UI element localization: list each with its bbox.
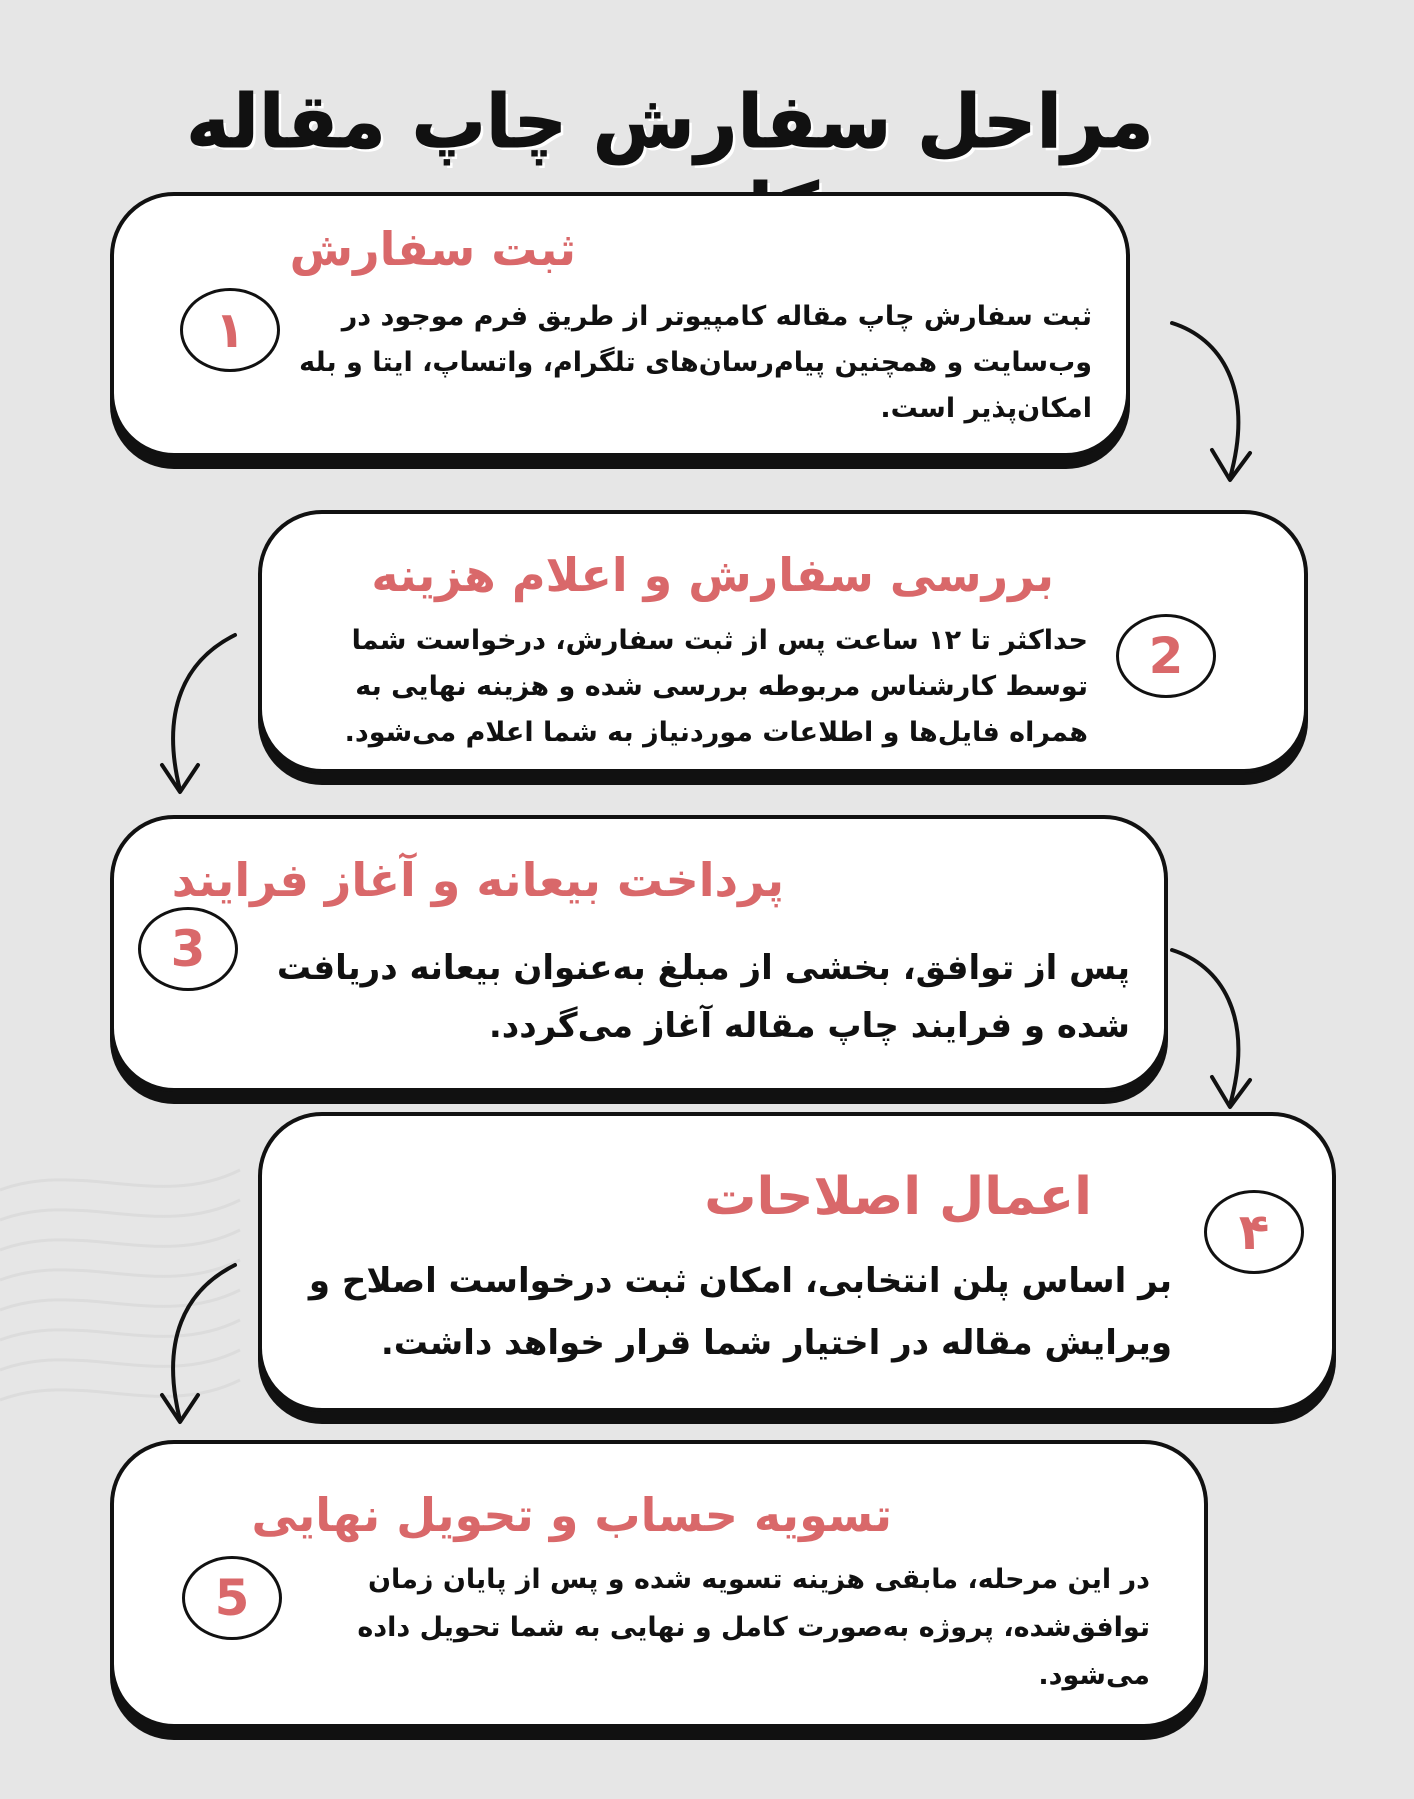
step-card-5: [110, 1440, 1208, 1728]
step-3-text: پس از توافق، بخشی از مبلغ به‌عنوان بیعانه دریافت شده و فرایند چاپ مقاله آغاز می‌گردد.: [276, 948, 1130, 1046]
curved-arrow-icon: [1160, 318, 1260, 488]
curved-arrow-icon: [1160, 945, 1260, 1115]
step-card-3: [110, 815, 1168, 1092]
step-4-text: بر اساس پلن انتخابی، امکان ثبت درخواست اصلاح و ویرایش مقاله در اختیار شما قرار خواهد داشت.: [308, 1261, 1172, 1363]
curved-arrow-icon: [150, 1260, 250, 1430]
step-5-number: 5: [182, 1556, 282, 1640]
curved-arrow-icon: [150, 630, 250, 800]
step-5-text: در این مرحله، مابقی هزینه تسویه شده و پس از پایان زمان توافق‌شده، پروژه به‌صورت کامل و نهایی به شما تحویل داده می‌شود.: [357, 1564, 1150, 1691]
step-card-2: [258, 510, 1308, 773]
step-1-text: ثبت سفارش چاپ مقاله کامپیوتر از طریق فرم موجود در وب‌سایت و همچنین پیام‌رسان‌های تلگرام، واتساپ، ایتا و بله امکان‌پذیر است.: [299, 301, 1092, 424]
step-3-number: 3: [138, 907, 238, 991]
step-3-heading: پرداخت بیعانه و آغاز فرایند: [171, 853, 784, 907]
step-4-number: ۴: [1204, 1190, 1304, 1274]
step-4-heading: اعمال اصلاحات: [704, 1167, 1092, 1227]
step-1-number: ۱: [180, 288, 280, 372]
step-card-4: [258, 1112, 1336, 1412]
step-1-heading: ثبت سفارش: [289, 222, 576, 276]
step-5-heading: تسویه حساب و تحویل نهایی: [251, 1488, 892, 1542]
step-2-text: حداکثر تا ۱۲ ساعت پس از ثبت سفارش، درخواست شما توسط کارشناس مربوطه بررسی شده و هزینه نهایی به همراه فایل‌ها و اطلاعات موردنیاز به شما اعلام می‌شود.: [344, 625, 1088, 748]
step-2-number: 2: [1116, 614, 1216, 698]
page-title: مراحل سفارش چاپ مقاله: [186, 79, 1154, 165]
step-2-heading: بررسی سفارش و اعلام هزینه: [371, 548, 1054, 602]
step-card-1: [110, 192, 1130, 457]
